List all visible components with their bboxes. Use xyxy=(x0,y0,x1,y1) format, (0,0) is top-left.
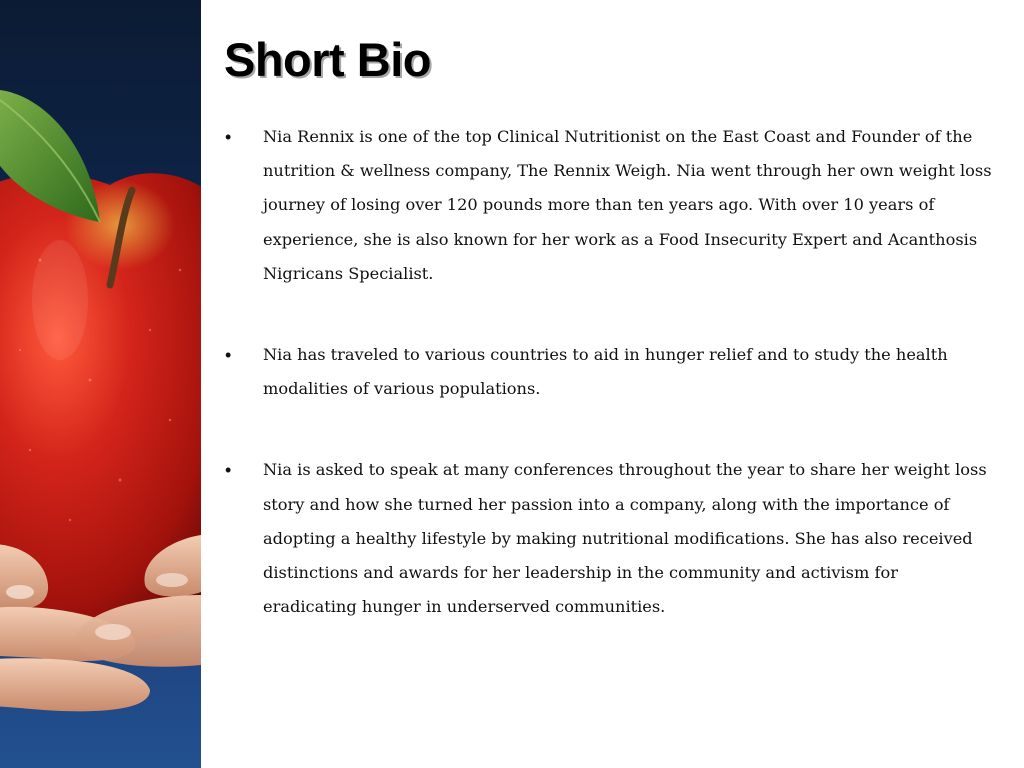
bullet-marker: • xyxy=(225,460,232,481)
bullet-marker: • xyxy=(225,127,232,147)
bio-bullet-list xyxy=(224,120,994,671)
bullet-text: Nia is asked to speak at many conferences throughout the year to share her weight loss story and how she turned her passion into a company, along with the importance of adopting a healthy lifestyle by making nutritional modifications. She has also received distinctions and awards for her leadership in the community and activism for eradicating hunger in underserved communities. xyxy=(263,460,987,617)
bullet-text: Nia Rennix is one of the top Clinical Nutritionist on the East Coast and Founder of the nutrition & wellness company, The Rennix Weigh. Nia went through her own weight loss journey of losing over 120 pounds more than ten years ago. With over 10 years of experience, she is also known for her work as a Food Insecurity Expert and Acanthosis Nigricans Specialist. xyxy=(263,127,992,283)
bullet-text: Nia has traveled to various countries to aid in hunger relief and to study the health modalities of various populations. xyxy=(263,345,948,399)
apple-photo xyxy=(0,0,201,768)
bio-bullet-item xyxy=(224,338,994,406)
bio-bullet-item xyxy=(224,453,994,624)
bullet-marker: • xyxy=(225,345,232,366)
apple-highlight xyxy=(32,240,88,360)
slide-title: Short Bio xyxy=(224,33,431,86)
finger-3 xyxy=(0,658,150,711)
apple-in-hands-illustration xyxy=(0,0,201,768)
bio-bullet-item xyxy=(224,120,994,291)
